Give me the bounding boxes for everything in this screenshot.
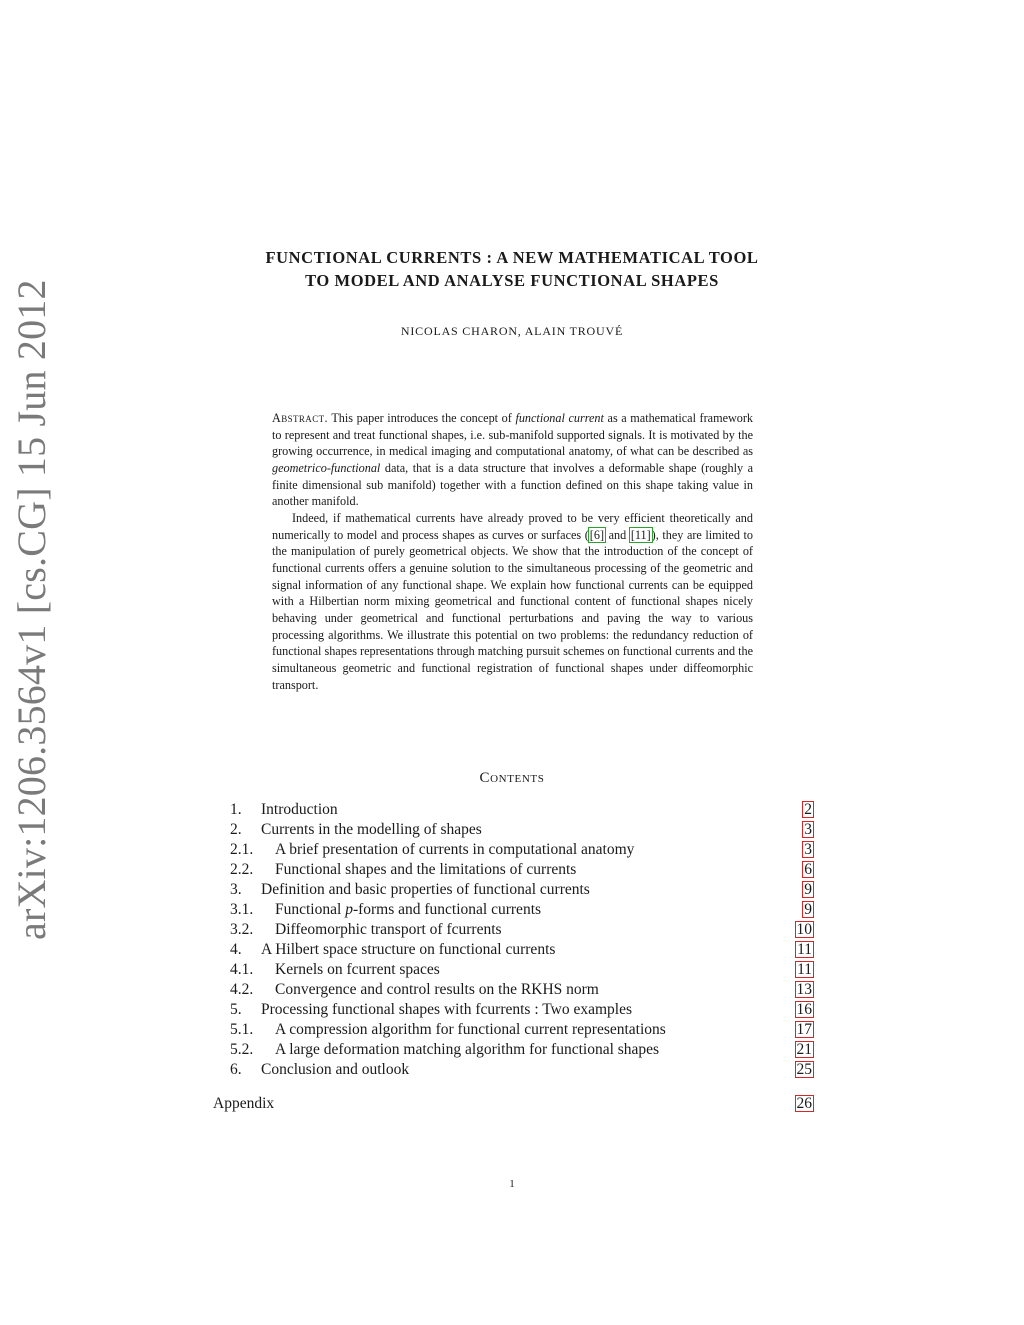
toc-entry[interactable]: [230, 1060, 814, 1080]
toc-number: 5.1.: [230, 1021, 254, 1038]
toc-title: Processing functional shapes with fcurrents : Two examples: [261, 1001, 632, 1018]
toc-number: 2.2.: [230, 861, 254, 878]
toc-title: Kernels on fcurrent spaces: [275, 961, 440, 978]
abstract-paragraph-2: [272, 510, 753, 693]
toc-title: -forms and functional currents: [352, 901, 542, 918]
toc-number: 5.: [230, 1001, 242, 1018]
toc-page-link[interactable]: 26: [796, 1095, 812, 1112]
abstract-text: Indeed, if mathematical currents have already proved to be very efficient theoretically and numerically to model and process shapes as curves or surfaces (: [272, 510, 753, 542]
toc-title: A large deformation matching algorithm for functional shapes: [275, 1041, 660, 1058]
title-line-2: TO MODEL AND ANALYSE FUNCTIONAL SHAPES: [305, 271, 719, 290]
toc-page-link[interactable]: 10: [796, 921, 812, 938]
toc-appendix-entry[interactable]: [213, 1094, 814, 1114]
toc-page-link[interactable]: 21: [796, 1041, 812, 1058]
toc-number: 5.2.: [230, 1041, 254, 1058]
toc-title-math: p: [345, 901, 353, 918]
toc-page-link[interactable]: 9: [804, 881, 812, 898]
toc-title: Functional: [275, 901, 342, 918]
toc-entry[interactable]: [230, 920, 814, 940]
toc-page-link[interactable]: 13: [796, 981, 812, 998]
toc-entry[interactable]: [230, 1040, 814, 1060]
abstract-text: data, that is a data structure that involves a deformable shape (roughly a finite dimensional sub manifold) together with a function defined on this shape taking value in another manifold.: [272, 460, 753, 509]
toc-title: Convergence and control results on the RKHS norm: [275, 981, 599, 998]
toc-number: 3.2.: [230, 921, 254, 938]
toc-entry[interactable]: [230, 960, 814, 980]
toc-page-link[interactable]: 3: [804, 821, 812, 838]
toc-title: A Hilbert space structure on functional currents: [261, 941, 556, 958]
paper-title: [150, 246, 874, 292]
toc-entry[interactable]: [230, 900, 814, 920]
toc-number: 1.: [230, 801, 242, 818]
toc-title: Introduction: [261, 801, 338, 818]
toc-entry[interactable]: [230, 940, 814, 960]
toc-entry[interactable]: [230, 800, 814, 820]
abstract-emphasis: functional current: [515, 411, 604, 425]
toc-number: 6.: [230, 1061, 242, 1078]
abstract: [272, 410, 753, 693]
abstract-text: ), they are limited to the manipulation of purely geometrical objects. We show that the introduction of the concept of functional currents offers a genuine solution to the simultaneous processing of the geometric and signal information of any functional shape. We explain how functional currents can be equipped with a Hilbertian norm mixing geometrical and functional content of functional shapes nicely behaving under geometrical and functional perturbations and paving the way to various processing algorithms. We illustrate this potential on two problems: the redundancy reduction of functional shapes representations through matching pursuit schemes on functional currents and the simultaneous geometric and functional registration of functional shapes under diffeomorphic transport.: [272, 527, 754, 692]
abstract-text: as a mathematical framework to represent and treat functional shapes, i.e. sub-manifold supported signals. It is motivated by the growing occurrence, in medical imaging and computational anatomy, of what can be described as: [272, 411, 754, 459]
page-number: 1: [509, 1178, 515, 1190]
toc-title: Currents in the modelling of shapes: [261, 821, 482, 838]
abstract-paragraph-1: [272, 410, 753, 510]
toc-entry[interactable]: [230, 980, 814, 1000]
toc-number: 3.: [230, 881, 242, 898]
toc-page-link[interactable]: 11: [797, 941, 812, 958]
toc-number: 4.1.: [230, 961, 254, 978]
toc-title: Functional shapes and the limitations of currents: [275, 861, 577, 878]
toc-title: A brief presentation of currents in computational anatomy: [275, 841, 635, 858]
toc-page-link[interactable]: 3: [804, 841, 812, 858]
toc-page-link[interactable]: 25: [796, 1061, 812, 1078]
abstract-text: This paper introduces the concept of: [331, 411, 512, 425]
toc-number: 4.: [230, 941, 242, 958]
abstract-label: Abstract.: [272, 411, 328, 425]
toc-page-link[interactable]: 16: [796, 1001, 812, 1018]
arxiv-identifier-stamp: arXiv:1206.3564v1 [cs.CG] 15 Jun 2012: [9, 279, 54, 940]
contents-heading: Contents: [479, 770, 545, 786]
toc-number: 2.: [230, 821, 242, 838]
title-line-1: FUNCTIONAL CURRENTS : A NEW MATHEMATICAL TOOL: [265, 248, 759, 267]
toc-entry[interactable]: [230, 820, 814, 840]
authors: NICOLAS CHARON, ALAIN TROUVÉ: [400, 324, 624, 338]
toc-number: 4.2.: [230, 981, 254, 998]
citation-link[interactable]: [6]: [589, 527, 605, 542]
toc-title: Appendix: [213, 1095, 275, 1112]
toc-page-link[interactable]: 11: [797, 961, 812, 978]
toc-title: A compression algorithm for functional current representations: [275, 1021, 666, 1038]
toc-title: Diffeomorphic transport of fcurrents: [275, 921, 502, 938]
toc-title: Definition and basic properties of functional currents: [261, 881, 590, 898]
abstract-emphasis: geometrico-functional: [272, 460, 381, 475]
toc-entry[interactable]: [230, 880, 814, 900]
toc-entry[interactable]: [230, 1020, 814, 1040]
toc-entry[interactable]: [230, 840, 814, 860]
toc-title: Conclusion and outlook: [261, 1061, 410, 1078]
toc-page-link[interactable]: 9: [804, 901, 812, 918]
toc-entry[interactable]: [230, 860, 814, 880]
abstract-text: and: [608, 527, 627, 542]
toc-page-link[interactable]: 17: [796, 1021, 812, 1038]
toc-page-link[interactable]: 6: [804, 861, 812, 878]
table-of-contents: [230, 800, 814, 1080]
citation-link[interactable]: [11]: [630, 527, 651, 542]
toc-number: 2.1.: [230, 841, 254, 858]
toc-number: 3.1.: [230, 901, 254, 918]
toc-page-link[interactable]: 2: [804, 801, 812, 818]
toc-entry[interactable]: [230, 1000, 814, 1020]
